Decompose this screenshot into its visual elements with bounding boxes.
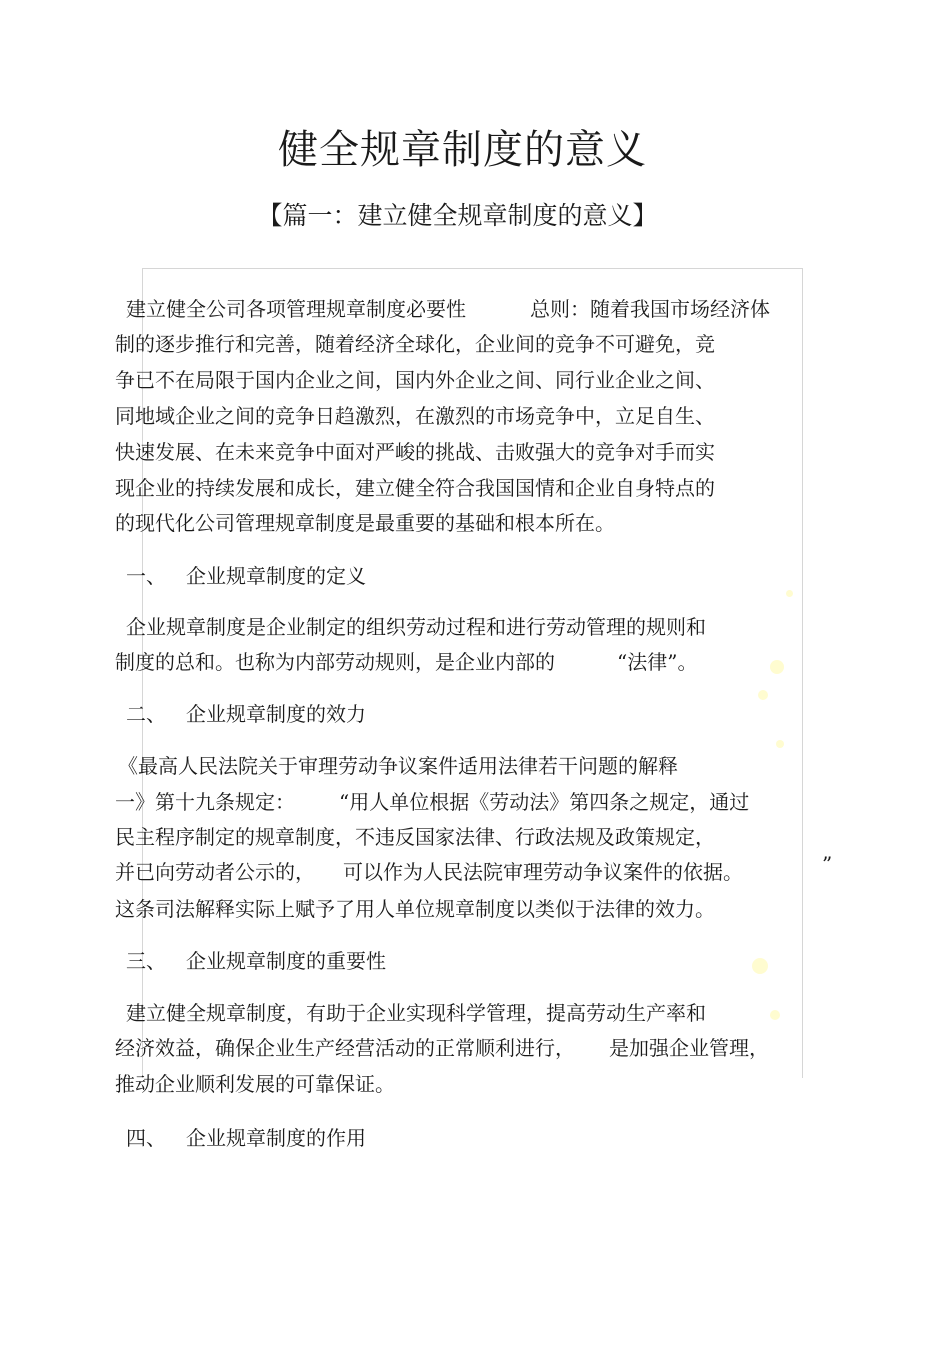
intro-line (126, 295, 770, 323)
closing-quote-mark: ” (822, 852, 833, 876)
section-heading (126, 700, 366, 728)
intro-line: 快速发展、在未来竞争中面对严峻的挑战、击败强大的竞争对手而实 (115, 440, 715, 464)
decorative-speck (770, 1010, 780, 1020)
section-number: 三、 (126, 949, 166, 973)
decorative-speck (752, 958, 768, 974)
decorative-speck (770, 660, 784, 674)
paragraph-text: 并已向劳动者公示的， (115, 860, 315, 884)
document-subtitle: 【篇一：建立健全规章制度的意义】 (257, 201, 658, 230)
paragraph-line (115, 648, 697, 676)
section-title: 企业规章制度的作用 (186, 1126, 366, 1150)
decorative-speck (758, 690, 768, 700)
paragraph-text: 一》第十九条规定： (115, 790, 295, 814)
paragraph-line (115, 1034, 769, 1062)
intro-line: 的现代化公司管理规章制度是最重要的基础和根本所在。 (115, 511, 615, 535)
intro-line: 现企业的持续发展和成长，建立健全符合我国国情和企业自身特点的 (115, 476, 715, 500)
paragraph-line: 企业规章制度是企业制定的组织劳动过程和进行劳动管理的规则和 (126, 615, 706, 639)
paragraph-text: 经济效益，确保企业生产经营活动的正常顺利进行， (115, 1036, 575, 1060)
section-heading (126, 947, 386, 975)
section-title: 企业规章制度的效力 (186, 702, 366, 726)
paragraph-line: 推动企业顺利发展的可靠保证。 (115, 1072, 395, 1096)
intro-line: 同地域企业之间的竞争日趋激烈，在激烈的市场竞争中，立足自生、 (115, 404, 715, 428)
decorative-speck (786, 590, 793, 597)
decorative-speck (776, 740, 784, 748)
paragraph-text: “用人单位根据《劳动法》第四条之规定，通过 (339, 790, 750, 814)
document-title: 健全规章制度的意义 (278, 127, 647, 173)
paragraph-text: 可以作为人民法院审理劳动争议案件的依据。 (343, 860, 743, 884)
section-number: 一、 (126, 564, 166, 588)
intro-text: 总则：随着我国市场经济体 (530, 297, 770, 321)
section-number: 四、 (126, 1126, 166, 1150)
paragraph-line (115, 858, 743, 886)
paragraph-line: 这条司法解释实际上赋予了用人单位规章制度以类似于法律的效力。 (115, 897, 715, 921)
section-heading (126, 1124, 366, 1152)
section-number: 二、 (126, 702, 166, 726)
intro-line: 争已不在局限于国内企业之间，国内外企业之间、同行业企业之间、 (115, 368, 715, 392)
paragraph-line (115, 788, 749, 816)
intro-text: 建立健全公司各项管理规章制度必要性 (126, 297, 466, 321)
section-title: 企业规章制度的重要性 (186, 949, 386, 973)
intro-line: 制的逐步推行和完善，随着经济全球化，企业间的竞争不可避免，竞 (115, 332, 715, 356)
paragraph-text: “法律”。 (617, 650, 698, 674)
paragraph-text: 制度的总和。也称为内部劳动规则，是企业内部的 (115, 650, 555, 674)
paragraph-line: 民主程序制定的规章制度，不违反国家法律、行政法规及政策规定， (115, 825, 715, 849)
paragraph-text: 是加强企业管理， (609, 1036, 769, 1060)
paragraph-line: 《最高人民法院关于审理劳动争议案件适用法律若干问题的解释 (118, 754, 678, 778)
section-title: 企业规章制度的定义 (186, 564, 366, 588)
paragraph-line: 建立健全规章制度，有助于企业实现科学管理，提高劳动生产率和 (126, 1001, 706, 1025)
section-heading (126, 562, 366, 590)
